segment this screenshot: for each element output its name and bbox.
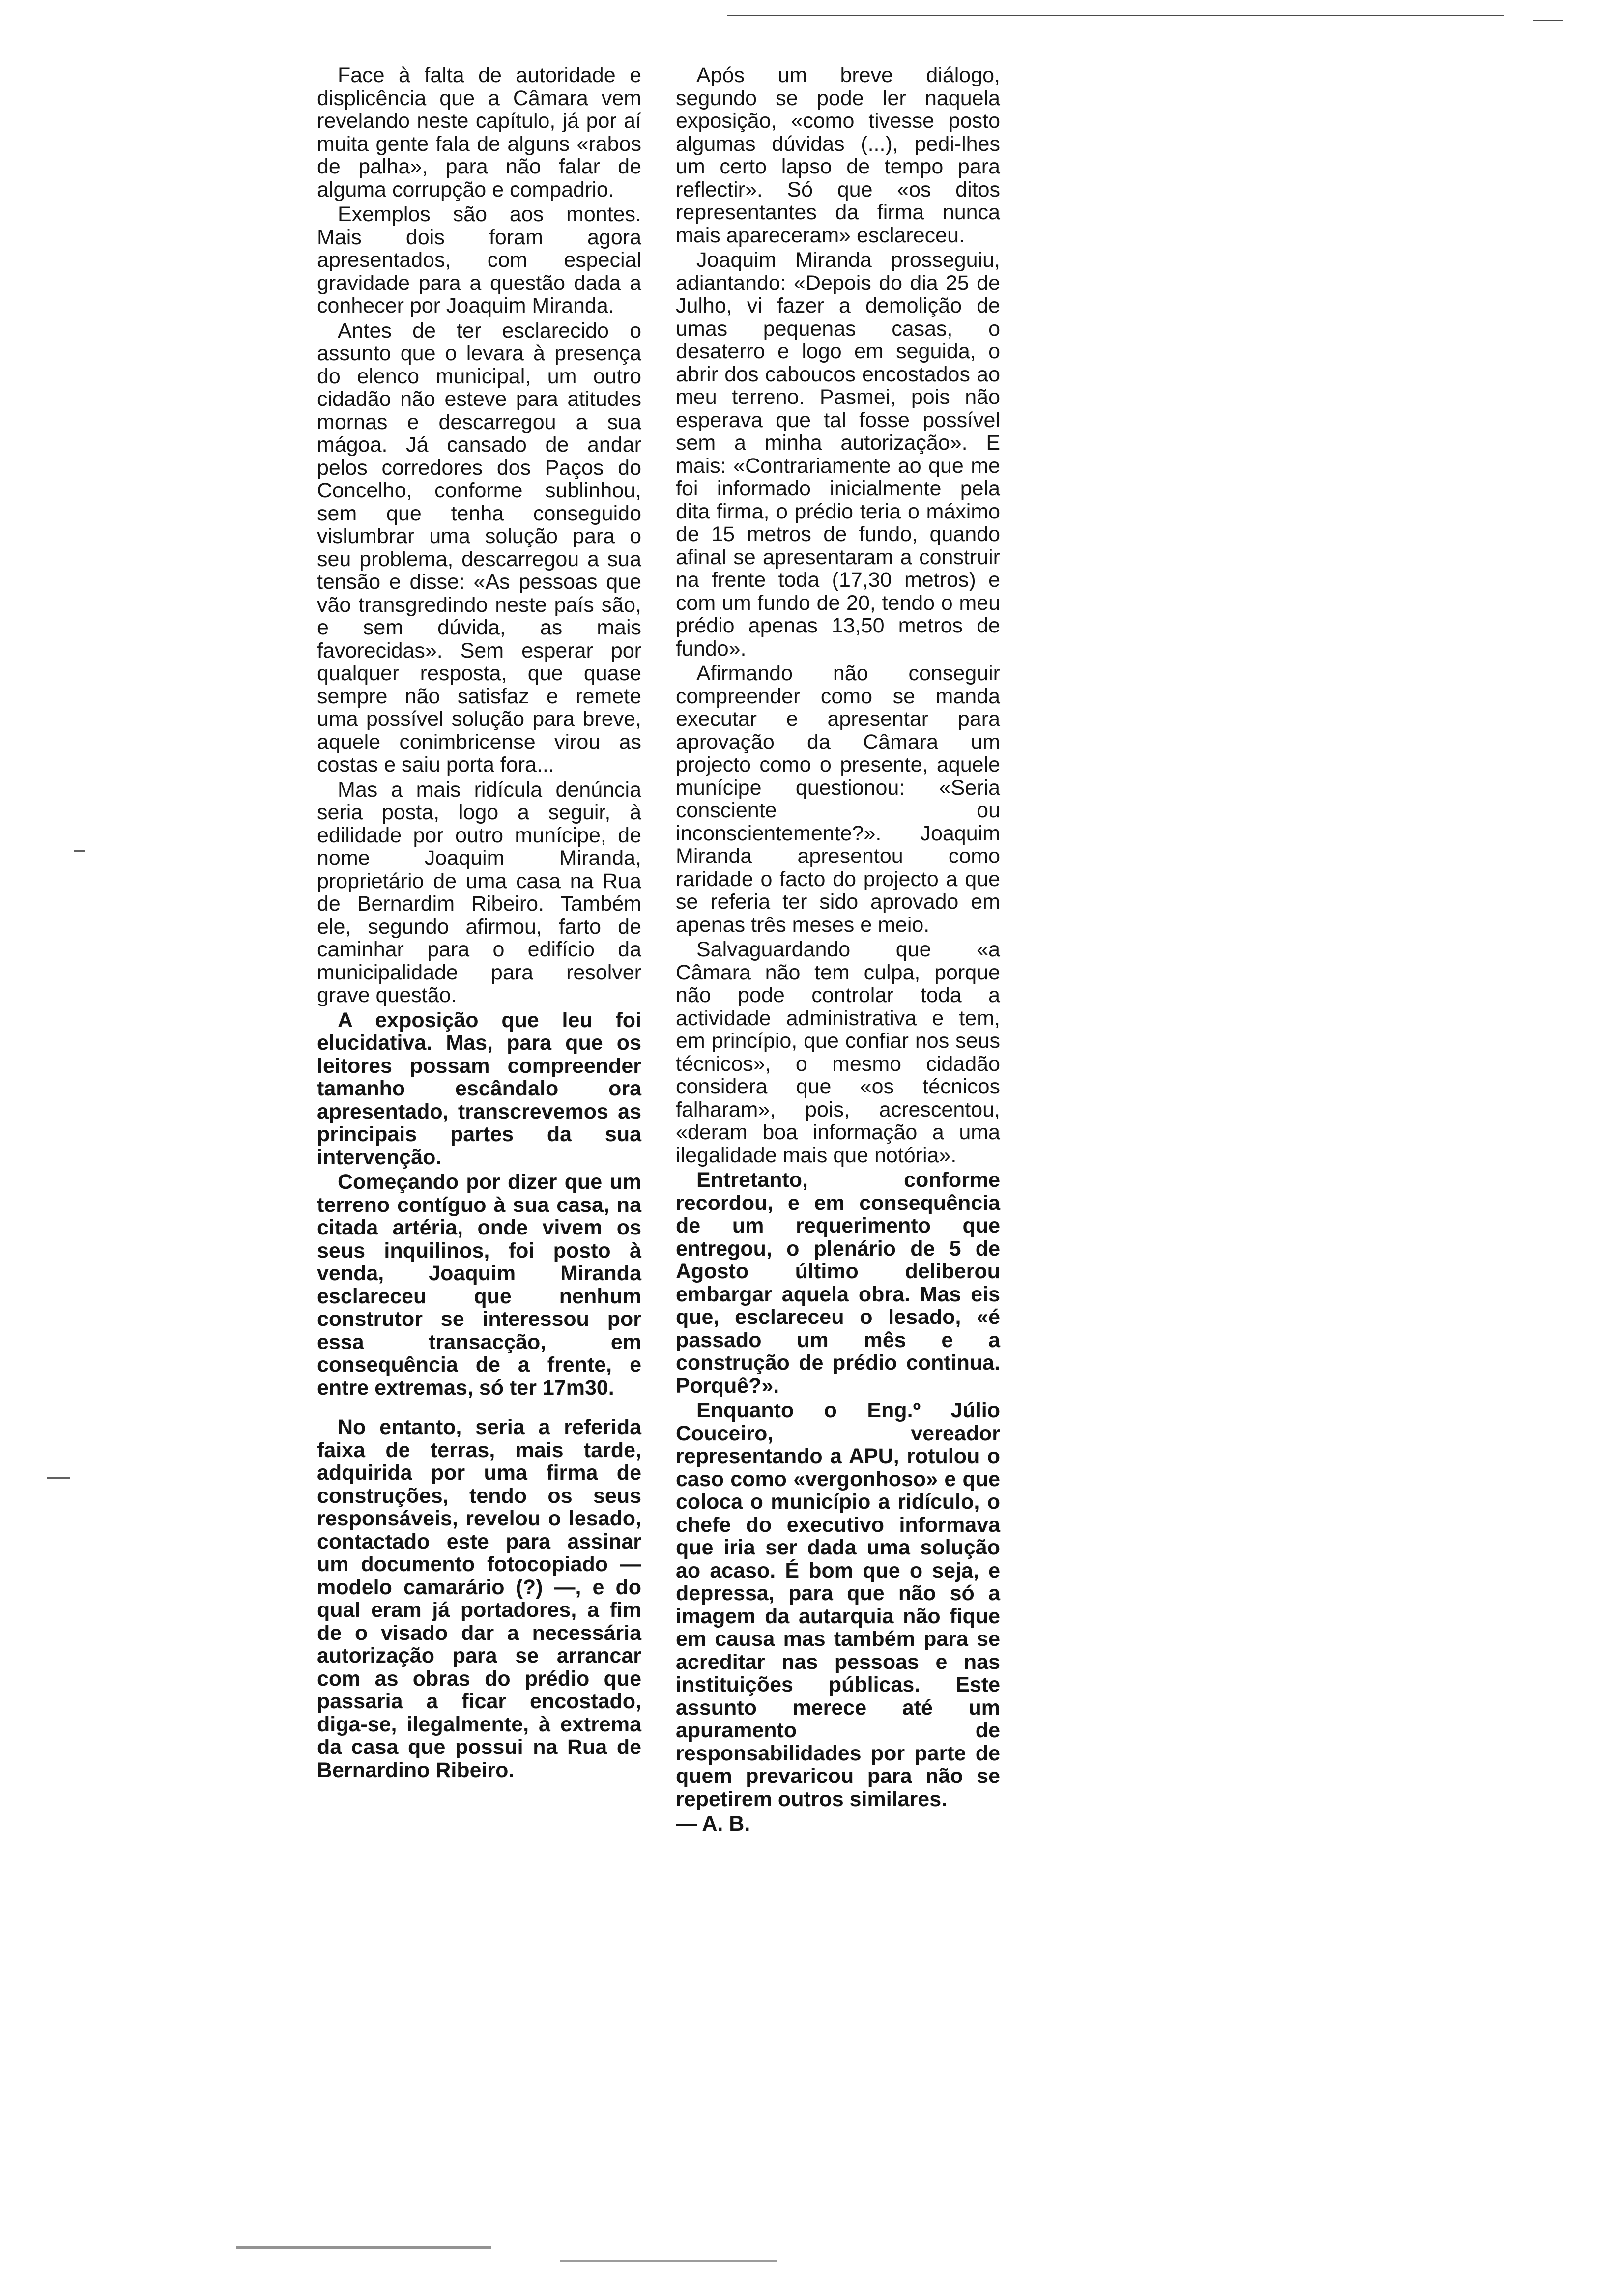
scan-edge-mark [1533, 20, 1563, 21]
paragraph: Joaquim Miranda prosseguiu, adiantando: «Depois do dia 25 de Julho, vi fazer a demolição de umas pequenas casas, o desaterro e logo em seguida, o abrir dos caboucos encostados ao meu terreno. Pasmei, pois não esperava que tal fosse possível sem a minha autorização». E mais: «Contrariamente ao que me foi informado inicialmente pela dita firma, o prédio teria o máximo de 15 metros de fundo, quando afinal se apresentaram a construir na frente toda (17,30 metros) e com um fundo de 20, tendo o meu prédio apenas 13,50 metros de fundo». [676, 248, 1000, 660]
paragraph: Enquanto o Eng.º Júlio Couceiro, vereador representando a APU, rotulou o caso como «vergonhoso» e que coloca o município a ridículo, o chefe do executivo informava que iria ser dada uma solução ao acaso. É bom que o seja, e depressa, para que não só a imagem da autarquia não fique em causa mas também para se acreditar nas pessoas e nas instituições públicas. Este assunto merece até um apuramento de responsabilidades por parte de quem prevaricou para não se repetirem outros similares. [676, 1399, 1000, 1811]
paragraph: Exemplos são aos montes. Mais dois foram agora apresentados, com especial gravidade para a questão dada a conhecer por Joaquim Miranda. [317, 202, 641, 317]
paragraph: Afirmando não conseguir compreender como se manda executar e apresentar para aprovação da Câmara um projecto como o presente, aquele munícipe questionou: «Seria consciente ou inconscientemente?». Joaquim Miranda apresentou como raridade o facto do projecto a que se referia ter sido aprovado em apenas três meses e meio. [676, 661, 1000, 937]
paragraph: Começando por dizer que um terreno contíguo à sua casa, na citada artéria, onde vivem os seus inquilinos, foi posto à venda, Joaquim Miranda esclareceu que nenhum construtor se interessou por essa transacção, em consequência de a frente, e entre extremas, só ter 17m30. [317, 1170, 641, 1400]
paragraph: A exposição que leu foi elucidativa. Mas, para que os leitores possam compreender tamanho escândalo ora apresentado, transcrevemos as principais partes da sua intervenção. [317, 1008, 641, 1169]
bottom-smudge-left [236, 2246, 491, 2249]
paragraph: Após um breve diálogo, segundo se pode ler naquela exposição, «como tivesse posto algumas dúvidas (...), pedi-lhes um certo lapso de tempo para reflectir». Só que «os ditos representantes da firma nunca mais apareceram» esclareceu. [676, 63, 1000, 247]
article-column-right [676, 64, 1000, 1837]
paragraph: Entretanto, conforme recordou, e em consequência de um requerimento que entregou, o plenário de 5 de Agosto último deliberou embargar aquela obra. Mas eis que, esclareceu o lesado, «é passado um mês e a construção de prédio continua. Porquê?». [676, 1168, 1000, 1398]
author-signature: — A. B. [676, 1812, 750, 1836]
paragraph: Antes de ter esclarecido o assunto que o levara à presença do elenco municipal, um outro cidadão não esteve para atitudes mornas e descarregou a sua mágoa. Já cansado de andar pelos corredores dos Paços do Concelho, conforme sublinhou, sem que tenha conseguido vislumbrar uma solução para o seu problema, descarregou a sua tensão e disse: «As pessoas que vão transgredindo neste país são, e sem dúvida, as mais favorecidas». Sem esperar por qualquer resposta, que quase sempre não satisfaz e remete uma possível solução para breve, aquele conimbricense virou as costas e saiu porta fora... [317, 318, 641, 776]
paragraph: Face à falta de autoridade e displicência que a Câmara vem revelando neste capítulo, já por aí muita gente fala de alguns «rabos de palha», para não falar de alguma corrupção e compadrio. [317, 63, 641, 201]
margin-mark-small [74, 850, 85, 852]
margin-mark [47, 1477, 70, 1479]
paragraph: Mas a mais ridícula denúncia seria posta, logo a seguir, à edilidade por outro munícipe, de nome Joaquim Miranda, proprietário de uma casa na Rua de Bernardim Ribeiro. Também ele, segundo afirmou, farto de caminhar para o edifício da municipalidade para resolver grave questão. [317, 777, 641, 1007]
paragraph: Salvaguardando que «a Câmara não tem culpa, porque não pode controlar toda a actividade administrativa e tem, em princípio, que confiar nos seus técnicos», o mesmo cidadão considera que «os técnicos falharam», pois, acrescentou, «deram boa informação a uma ilegalidade mais que notória». [676, 938, 1000, 1167]
article-column-left [317, 64, 641, 1783]
paragraph: No entanto, seria a referida faixa de terras, mais tarde, adquirida por uma firma de construções, tendo os seus responsáveis, revelou o lesado, contactado este para assinar um documento fotocopiado — modelo camarário (?) —, e do qual eram já portadores, a fim de o visado dar a necessária autorização para se arrancar com as obras do prédio que passaria a ficar encostado, diga-se, ilegalmente, à extrema da casa que possui na Rua de Bernardino Ribeiro. [317, 1415, 641, 1782]
bottom-smudge-right [560, 2260, 777, 2262]
scan-edge-line [727, 15, 1504, 16]
